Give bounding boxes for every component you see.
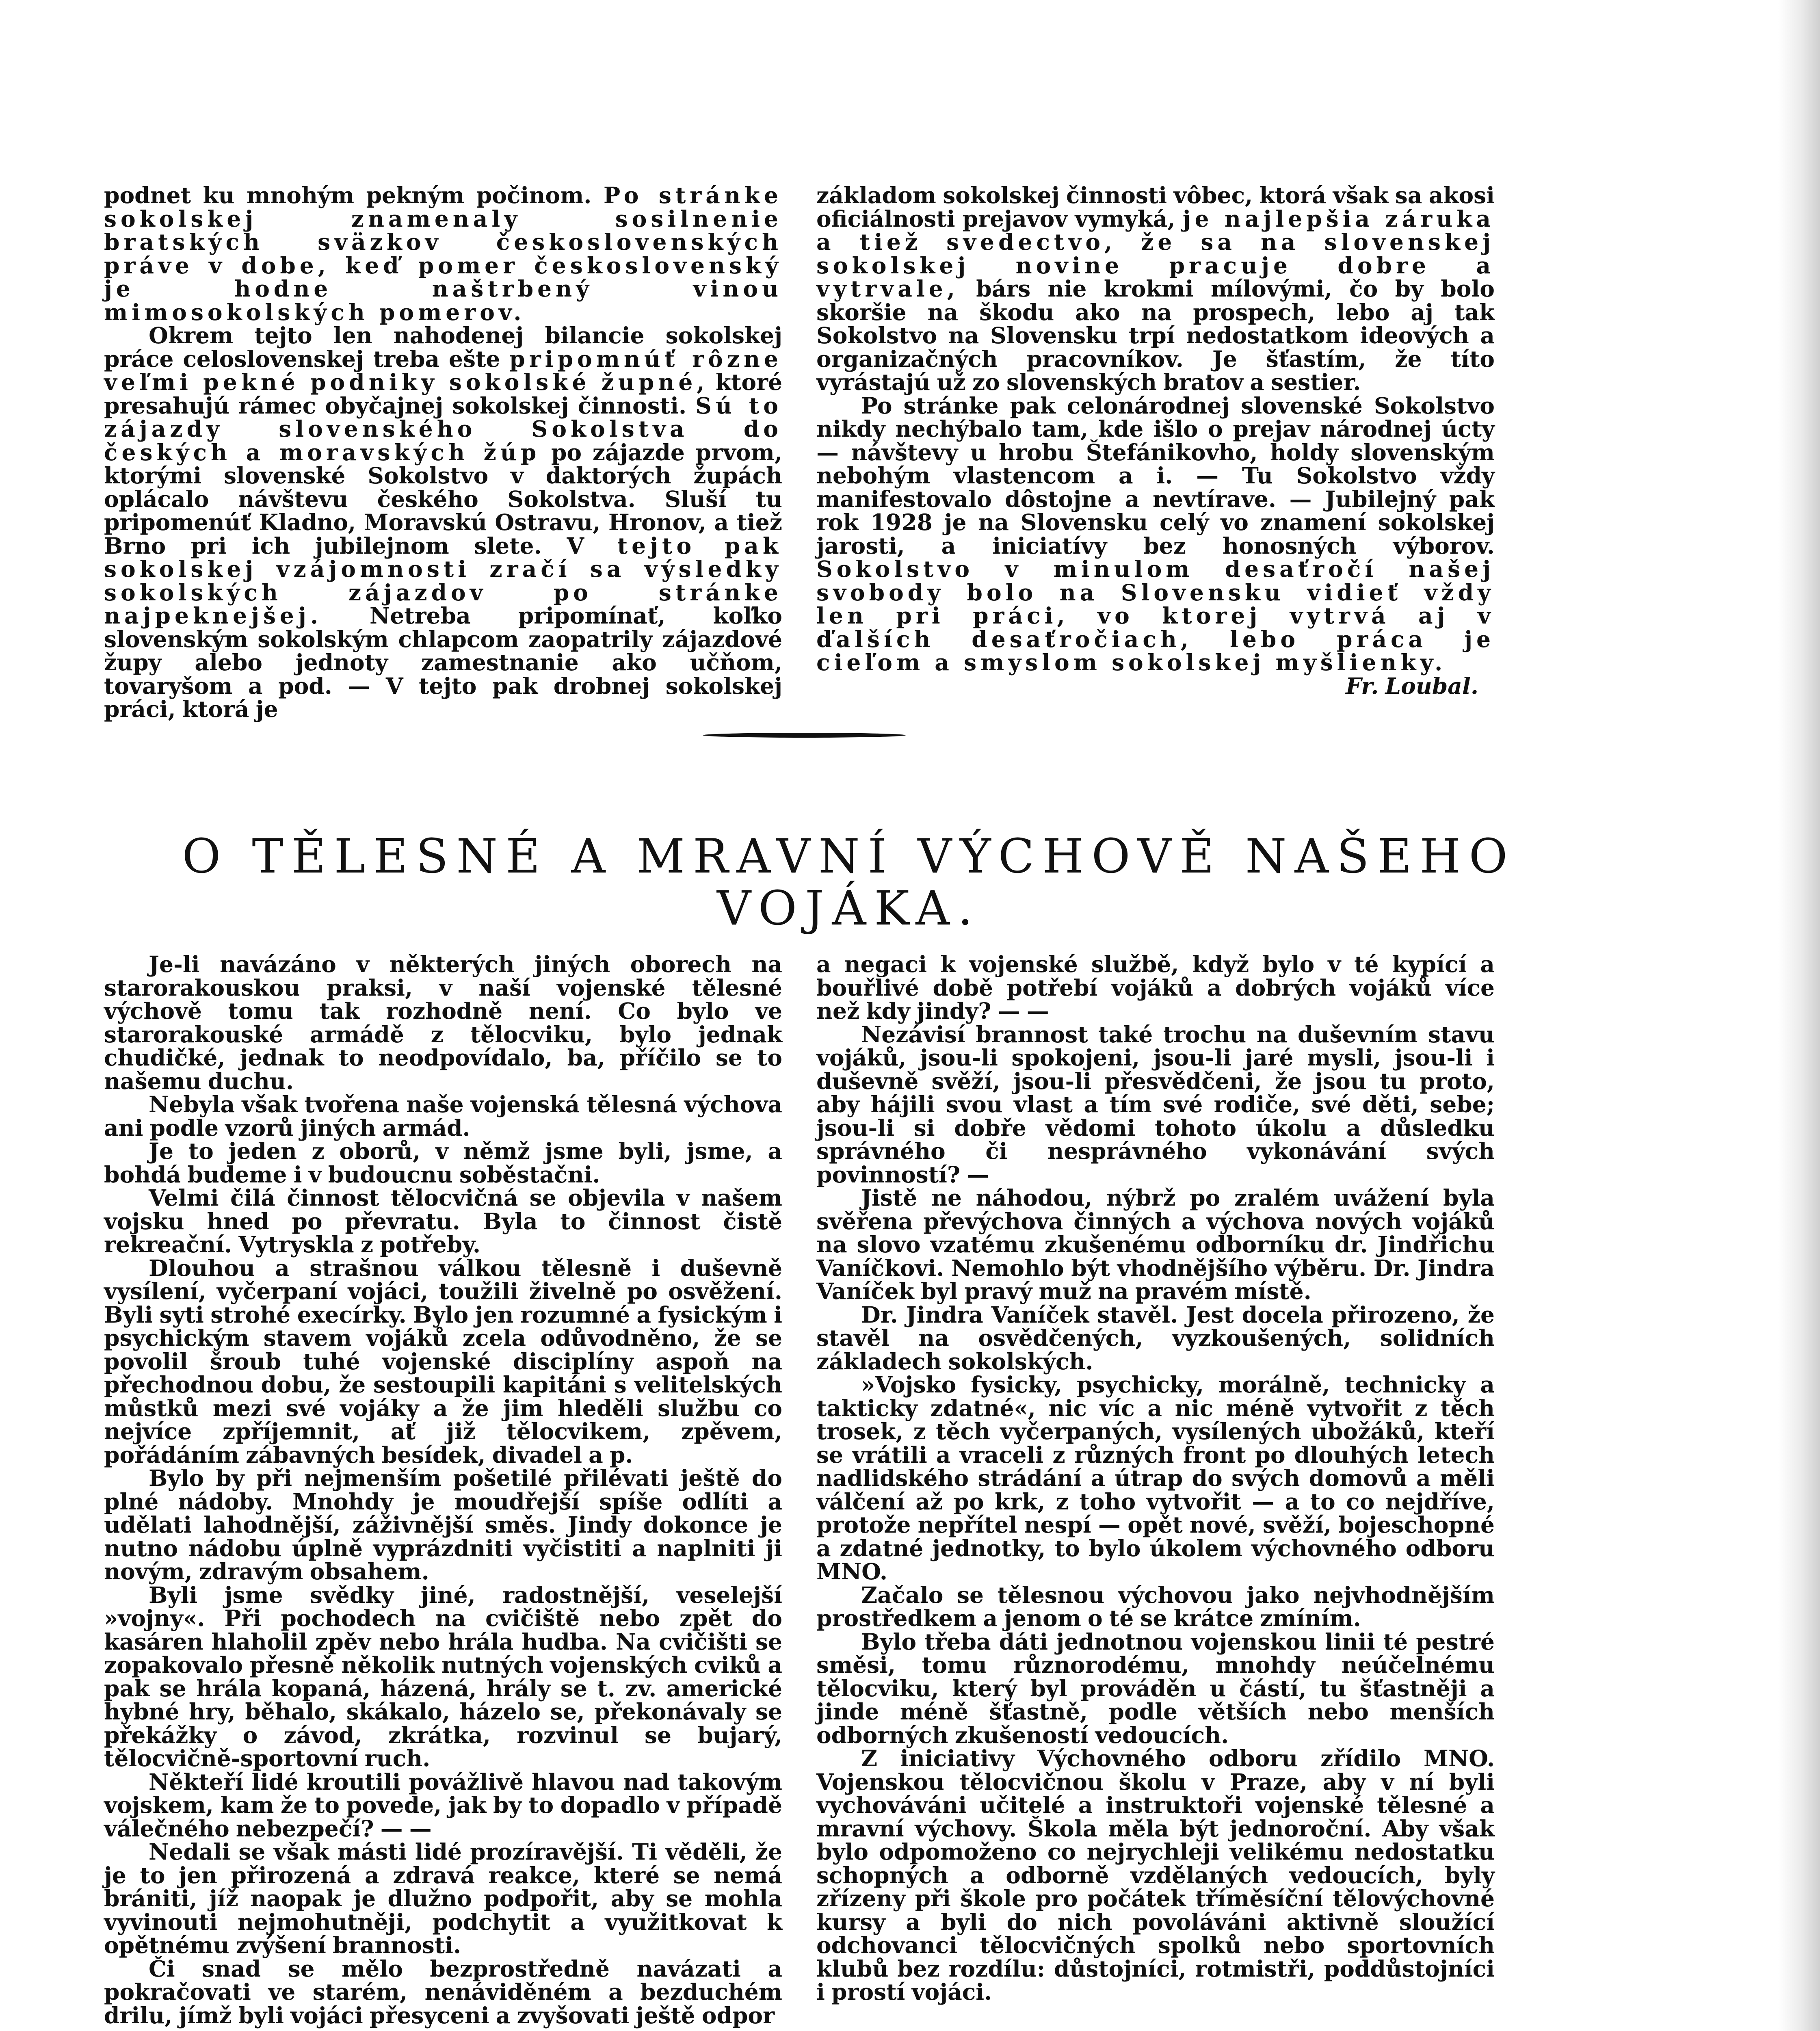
paragraph: Nebyla však tvořena naše vojenská tělesná výchova ani podle vzorů jiných armád. — [104, 1091, 782, 1141]
paragraph: a negaci k vojenské službě, když bylo v té kypící a bouřlivé době potřebí vojáků a dobrých vojáků více než kdy jindy? — — — [816, 951, 1495, 1024]
text-run: základom sokolskej činnosti vôbec, ktorá však sa akosi oficiálnosti prejavov vymyká, — [816, 182, 1495, 232]
paragraph: Bylo by při nejmenším pošetilé přilévati ještě do plné nádoby. Mnohdy je moudřejší spíše odlíti a udělati lahodnější, záživnější směs. Jindy dokonce je nutno nádobu úplně vyprázdniti vyčistiti a naplniti ji novým, zdravým obsahem. — [104, 1465, 782, 1585]
paragraph — [104, 184, 782, 324]
scan-page-edge — [1778, 0, 1820, 2031]
paragraph: Jistě ne náhodou, nýbrž po zralém uvážení byla svěřena převýchova činných a výchova nových vojáků na slovo vzatému zkušenému odborníku dr. Jindřichu Vaníčkovi. Nemohlo být vhodnějšího výběru. Dr. Jindra Vaníček byl pravý muž na pravém místě. — [816, 1184, 1495, 1304]
paragraph: Z iniciativy Výchovného odboru zřídilo MNO. Vojenskou tělocvičnou školu v Praze, aby v ní byli vychováváni učitelé a instruktoři vojenské tělesné a mravní výchovy. Škola měla být jednoroční. Aby však bylo odpomoženo co nejrychleji velikému nedostatku schopných a odborně vzdělaných vedoucích, byly zřízeny při škole pro počátek tříměsíční tělovýchovné kursy a byli do nich povoláváni aktivně sloužící odchovanci tělocvičných spolků nebo sportovních klubů bez rozdílu: důstojníci, rotmistři, poddůstojníci i prostí vojáci. — [816, 1745, 1495, 2005]
paragraph: Nedali se však másti lidé prozíravější. Ti věděli, že je to jen přirozená a zdravá reakce, které se nemá brániti, jíž naopak je dlužno podpořit, aby se mohla vyvinouti nejmohutněji, podchytit a využitkovat k opětnému zvýšení brannosti. — [104, 1838, 782, 1958]
text-run: podnet ku mnohým pekným počinom. — [104, 182, 604, 208]
paragraph: Začalo se tělesnou výchovou jako nejvhodnějším prostředkem a jenom o té se krátce zmíním. — [816, 1581, 1495, 1631]
paragraph: Je to jeden z oborů, v němž jsme byli, jsme, a bohdá budeme i v budoucnu soběstačni. — [104, 1138, 782, 1188]
upper-article-right-column — [816, 184, 1495, 697]
spaced-text-run: Sú to zájazdy slovenského Sokolstva do českých a moravských žúp — [104, 392, 782, 466]
spaced-text-run: V tejto pak sokolskej vzájomnosti zračí sa výsledky sokolských zájazdov po stránke najpeknejšej. — [104, 532, 782, 629]
paragraph: Někteří lidé kroutili povážlivě hlavou nad takovým vojskem, kam že to povede, jak by to dopadlo v případě válečného nebezpečí? — — — [104, 1768, 782, 1842]
paragraph — [104, 324, 782, 721]
text-run: Po stránke pak celonárodnej slovenské Sokolstvo nikdy nechýbalo tam, kde išlo o prejav národnej úcty — návštevy u hrobu Štefánikovho, holdy slovenským nebohým vlastencom a i. — Tu Sokolstvo vždy manifestovalo dôstojne a nevtírave. — Jubilejný pak rok 1928 je na Slovensku celý vo znamení sokolskej jarosti, a iniciatívy bez honosných výborov. — [816, 392, 1495, 559]
text-run: Netreba pripomínať, koľko slovenským sokolským chlapcom zaopatrily zájazdové župy alebo jednoty zamestnanie ako učňom, tovaryšom a pod. — V tejto pak drobnej sokolskej práci, ktorá je — [104, 602, 782, 722]
section-divider — [703, 733, 906, 738]
paragraph: »Vojsko fysicky, psychicky, morálně, technicky a takticky zdatné«, nic víc a nic méně vytvořit z těch trosek, z těch vyčerpaných, vysílených ubožáků, kteří se vrátili a vraceli z různých front po dlouhých letech nadlidského strádání a útrap do svých domovů a měli válčení až po krk, z toho vytvořit — a to co nejdříve, protože nepřítel nespí — opět nové, svěží, bojeschopné a zdatné jednotky, to bylo úkolem výchovného odboru MNO. — [816, 1371, 1495, 1585]
spaced-text-run: je najlepšia záruka a tiež svedectvo, že sa na slovenskej sokolskej novine pracuje dobre a vytrvale, — [816, 205, 1495, 302]
article-left-column — [104, 953, 782, 2027]
text-run: ktoré presahujú rámec obyčajnej sokolskej činnosti. — [104, 369, 782, 419]
article-title: O TĚLESNÉ A MRAVNÍ VÝCHOVĚ NAŠEHO VOJÁKA. — [182, 829, 1516, 936]
text-run: bárs nie krokmi mílovými, čo by bolo skoršie na škodu ako na prospech, lebo aj tak Sokolstvo na Slovensku trpí nedostatkom ideových a organizačných pracovníkov. Je šťastím, že títo vyrástajú už zo slovenských bratov a sestier. — [816, 275, 1495, 395]
text-run: po zájazde prvom, ktorými slovenské Sokolstvo v daktorých župách oplácalo návštevu českého Sokolstva. Sluší tu pripomenúť Kladno, Moravskú Ostravu, Hronov, a tiež Brno pri ich jubilejnom slete. — [104, 439, 782, 559]
paragraph: Je-li navázáno v některých jiných oborech na starorakouskou praksi, v naší vojenské tělesné výchově tomu tak rozhodně není. Co bylo ve starorakouské armádě z tělocviku, bylo jednak chudičké, jednak to neodpovídalo, ba, příčilo se to našemu duchu. — [104, 951, 782, 1094]
paragraph: Velmi čilá činnost tělocvičná se objevila v našem vojsku hned po převratu. Byla to činnost čistě rekreační. Vytryskla z potřeby. — [104, 1184, 782, 1258]
author-signature: Fr. Loubal. — [1346, 672, 1478, 699]
spaced-text-run: Po stránke sokolskej znamenaly sosilnenie bratských sväzkov československých práve v dobe, keď pomer československý je hodne naštrbený vinou mimosokolských pomerov. — [104, 182, 782, 325]
upper-article-left-column — [104, 184, 782, 721]
paragraph: Či snad se mělo bezprostředně navázati a pokračovati ve starém, nenáviděném a bezduchém drilu, jímž byli vojáci přesyceni a zvyšovati ještě odpor — [104, 1955, 782, 2029]
paragraph — [816, 394, 1495, 674]
paragraph: Bylo třeba dáti jednotnou vojenskou linii té pestré směsi, tomu různorodému, mnohdy neúčelnému tělocviku, který byl prováděn u částí, tu šťastněji a jinde méně šťastně, podle větších nebo menších odborných zkušeností vedoucích. — [816, 1628, 1495, 1748]
spaced-text-run: pripomnúť rôzne veľmi pekné podniky sokolské župné, — [104, 345, 782, 395]
text-run: Okrem tejto len nahodenej bilancie sokolskej práce celoslovenskej treba ešte — [104, 322, 782, 372]
paragraph — [816, 184, 1495, 394]
article-right-column — [816, 953, 1495, 2004]
paragraph: Dlouhou a strašnou válkou tělesně i duševně vysílení, vyčerpaní vojáci, toužili živelně po osvěžení. Byli syti strohé execírky. Bylo jen rozumné a fysickým i psychickým stavem vojáků zcela odůvodněno, že se povolil šroub tuhé vojenské disciplíny aspoň na přechodnou dobu, že sestoupili kapitáni s velitelských můstků mezi své vojáky a že jim hleděli službu co nejvíce zpříjemnit, ať již tělocvikem, zpěvem, pořádáním zábavných besídek, divadel a p. — [104, 1254, 782, 1468]
paragraph: Nezávisí brannost také trochu na duševním stavu vojáků, jsou-li spokojeni, jsou-li jaré mysli, jsou-li i duševně svěží, jsou-li přesvědčeni, že jsou tu proto, aby hájili svou vlast a tím své rodiče, své děti, sebe; jsou-li si dobře vědomi tohoto úkolu a důsledku správného či nesprávného vykonávání svých povinností? — — [816, 1021, 1495, 1188]
paragraph: Byli jsme svědky jiné, radostnější, veselejší »vojny«. Při pochodech na cvičiště nebo zpět do kasáren hlaholil zpěv nebo hrála hudba. Na cvičišti se zopakovalo přesně několik nutných vojenských cviků a pak se hrála kopaná, házená, hrály se t. zv. americké hybné hry, běhalo, skákalo, házelo se, překonávaly se překážky o závod, zkrátka, rozvinul se bujarý, tělocvičně-sportovní ruch. — [104, 1581, 782, 1771]
paragraph: Dr. Jindra Vaníček stavěl. Jest docela přirozeno, že stavěl na osvědčených, vyzkoušených, solidních základech sokolských. — [816, 1301, 1495, 1375]
spaced-text-run: Sokolstvo v minulom desaťročí našej svobody bolo na Slovensku vidieť vždy len pri práci, vo ktorej vytrvá aj v ďalších desaťročiach, lebo práca je cieľom a smyslom sokolskej myšlienky. — [816, 556, 1495, 676]
